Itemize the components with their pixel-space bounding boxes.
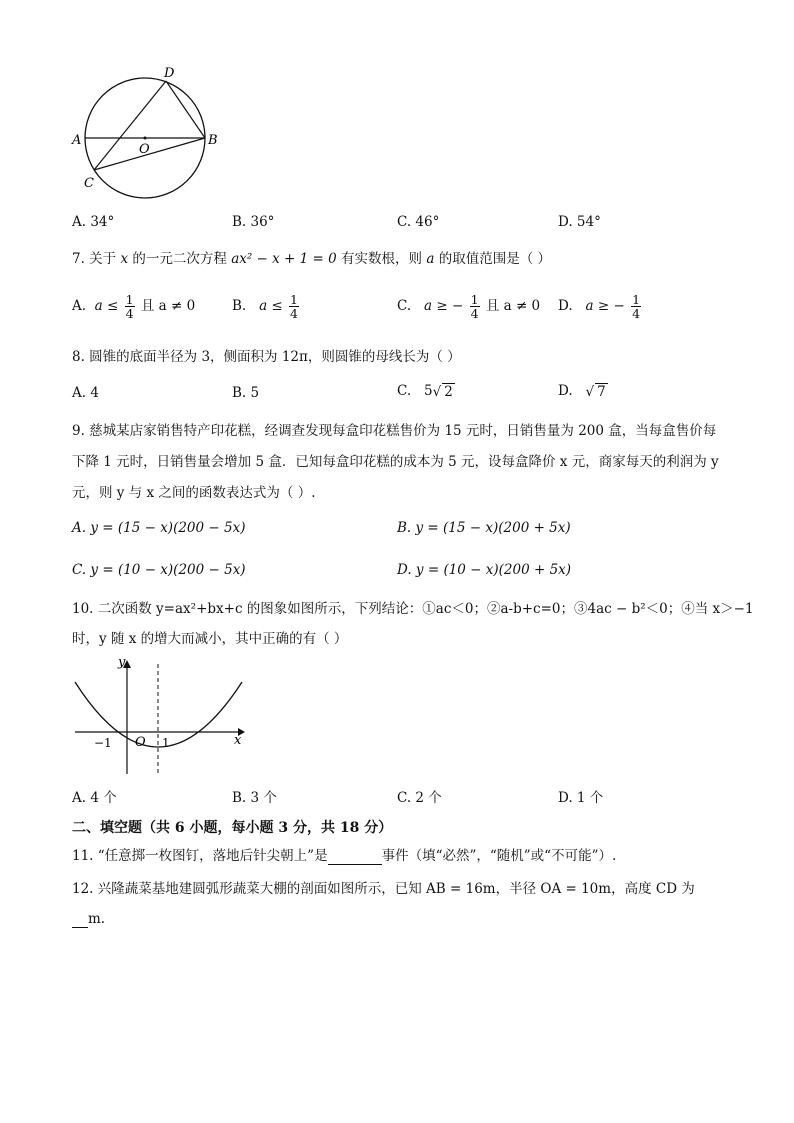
q8-option-a[interactable]: A. 4 [72, 385, 99, 401]
tick-1: 1 [162, 736, 170, 750]
q9-stem-line2: 下降 1 元时，日销售量会增加 5 盒．已知每盒印花糕的成本为 5 元，设每盒降价 x 元，商家每天的利润为 y [72, 454, 719, 470]
label-o: O [139, 142, 150, 157]
label-c: C [84, 176, 94, 191]
q10-option-c[interactable]: C. 2 个 [397, 790, 442, 806]
chord-db [166, 81, 205, 138]
q7-option-c[interactable]: C. a ≥ − $\frac{1}{4}$ 且 a ≠ 0 [397, 292, 541, 321]
q10-stem-line2: 时，y 随 x 的增大而减小，其中正确的有（ ） [72, 631, 348, 647]
q9-stem-line1: 9. 慈城某店家销售特产印花糕，经调查发现每盒印花糕售价为 15 元时，日销售量为 200 盒，当每盒售价每 [72, 423, 717, 439]
tick-neg1: −1 [94, 736, 112, 750]
q12-stem-line2: m. [72, 910, 105, 928]
q9-option-a[interactable]: A. y = (15 − x)(200 − 5x) [72, 520, 246, 536]
q6-option-b[interactable]: B. 36° [232, 214, 275, 230]
q12-blank[interactable] [72, 913, 88, 928]
chord-cd [94, 81, 166, 170]
x-axis-label: x [234, 733, 242, 748]
q7-option-b[interactable]: B. a ≤ $\frac{1}{4}$ [232, 292, 298, 321]
origin-label: O [135, 735, 146, 750]
q8-option-c[interactable]: C. 5√ 2 [397, 383, 453, 400]
q6-option-c[interactable]: C. 46° [397, 214, 440, 230]
q8-option-b[interactable]: B. 5 [232, 385, 260, 401]
label-a: A [72, 133, 82, 148]
q9-option-b[interactable]: B. y = (15 − x)(200 + 5x) [397, 520, 571, 536]
section-2-heading: 二、填空题（共 6 小题，每小题 3 分，共 18 分） [72, 820, 393, 836]
q7-option-a[interactable]: A. a ≤ $\frac{1}{4}$ 且 a ≠ 0 [72, 292, 196, 321]
q7-stem: 7. 关于 x 的一元二次方程 ax² − x + 1 = 0 有实数根，则 a 的取值范围是（ ） [72, 251, 551, 267]
q9-option-c[interactable]: C. y = (10 − x)(200 − 5x) [72, 562, 246, 578]
label-b: B [208, 133, 218, 148]
circle-figure [60, 60, 230, 200]
q12-stem-line1: 12. 兴隆蔬菜基地建圆弧形蔬菜大棚的剖面如图所示，已知 AB = 16m，半径 OA = 10m，高度 CD 为 [72, 881, 695, 897]
q10-stem-line1: 10. 二次函数 y=ax²+bx+c 的图象如图所示，下列结论：①ac＜0；②a-b+c=0；③4ac − b²＜0；④当 x＞−1 [72, 601, 754, 617]
q9-stem-line3: 元，则 y 与 x 之间的函数表达式为（ ）. [72, 485, 316, 501]
q8-option-d[interactable]: D. √ 7 [558, 383, 606, 400]
q9-option-d[interactable]: D. y = (10 − x)(200 + 5x) [397, 562, 572, 578]
y-axis-label: y [118, 655, 126, 670]
q6-option-a[interactable]: A. 34° [72, 214, 115, 230]
label-d: D [164, 66, 175, 81]
q8-stem: 8. 圆锥的底面半径为 3，侧面积为 12π，则圆锥的母线长为（ ） [72, 349, 461, 365]
q11-blank[interactable] [328, 850, 382, 865]
q7-option-d[interactable]: D. a ≥ − $\frac{1}{4}$ [558, 292, 641, 321]
q10-option-a[interactable]: A. 4 个 [72, 790, 117, 806]
center-dot [144, 137, 147, 140]
q10-option-b[interactable]: B. 3 个 [232, 790, 277, 806]
q11-stem: 11. “任意掷一枚图钉，落地后针尖朝上”是 事件（填“必然”，“随机”或“不可能”）. [72, 848, 617, 864]
q10-option-d[interactable]: D. 1 个 [558, 790, 604, 806]
q6-option-d[interactable]: D. 54° [558, 214, 601, 230]
parabola-graph [70, 652, 255, 782]
